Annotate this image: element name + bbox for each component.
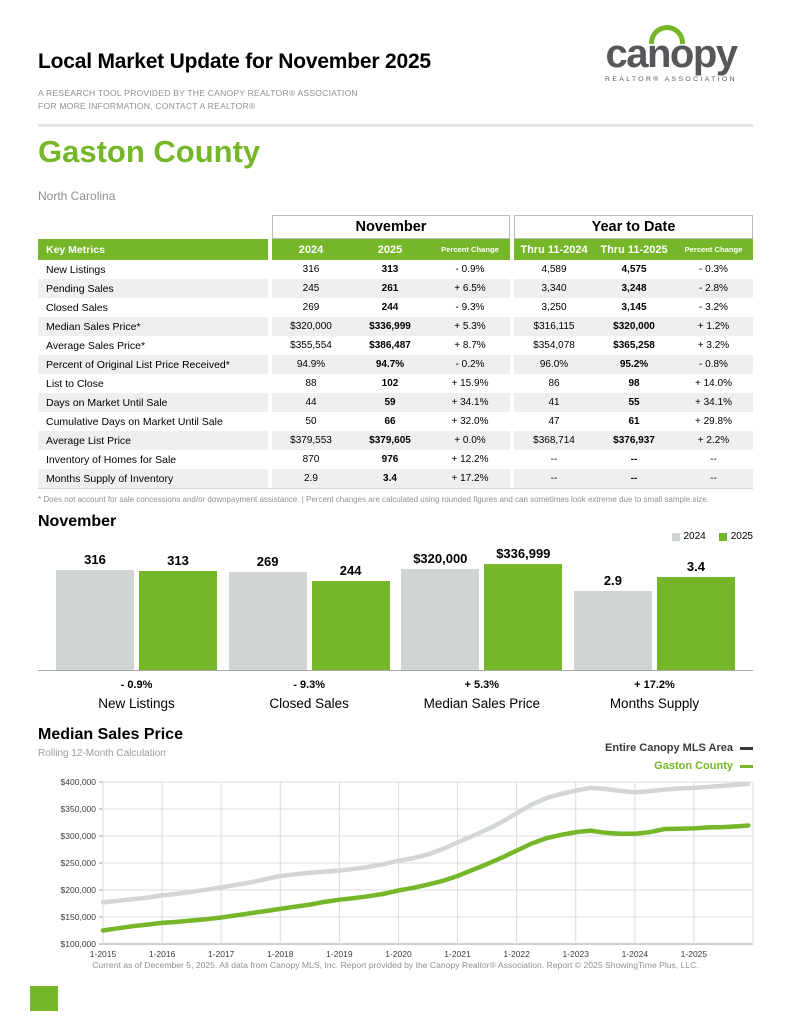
value-cell: 3,250 bbox=[541, 302, 567, 313]
x-axis-label: 1-2024 bbox=[621, 949, 649, 959]
percent-change-cell: + 32.0% bbox=[451, 416, 489, 427]
bar-value-label: 3.4 bbox=[686, 559, 705, 574]
legend-label-mls-area: Entire Canopy MLS Area bbox=[605, 742, 733, 754]
bar-group-label bbox=[574, 679, 735, 711]
x-axis-label: 1-2025 bbox=[680, 949, 708, 959]
value-cell: 102 bbox=[381, 378, 399, 389]
line-chart-svg bbox=[38, 770, 755, 966]
bar-percent-change: + 17.2% bbox=[634, 679, 675, 691]
value-cell: -- bbox=[550, 454, 558, 465]
value-cell: 3,145 bbox=[621, 302, 647, 313]
value-cell: 61 bbox=[628, 416, 640, 427]
bar-value-label: $320,000 bbox=[413, 551, 468, 567]
value-cell: 245 bbox=[272, 279, 350, 298]
bar-2024-column bbox=[229, 554, 307, 670]
bar-2025 bbox=[657, 577, 735, 670]
bar-2025 bbox=[139, 571, 217, 670]
bar-chart-area bbox=[38, 541, 753, 671]
canopy-logo bbox=[586, 32, 756, 83]
bar-group-label bbox=[401, 679, 562, 711]
bar-2025-column bbox=[312, 563, 390, 670]
canopy-logo-text: canopy bbox=[605, 32, 737, 76]
x-axis-label: 1-2020 bbox=[385, 949, 412, 959]
value-cell: $320,000 bbox=[272, 317, 350, 336]
percent-change-cell: - 9.3% bbox=[455, 302, 485, 313]
value-cell: $365,258 bbox=[613, 340, 655, 351]
bar-percent-change: - 0.9% bbox=[120, 679, 153, 691]
canopy-logo-tagline: REALTOR® ASSOCIATION bbox=[605, 76, 737, 83]
bar-2024 bbox=[574, 591, 652, 670]
subtitle-line-1: A RESEARCH TOOL PROVIDED BY THE CANOPY REALTOR® ASSOCIATION bbox=[38, 88, 358, 98]
value-cell: -- bbox=[630, 454, 638, 465]
legend-dash-gaston-icon bbox=[740, 765, 753, 768]
col-header-thru-11-2025: Thru 11-2025 bbox=[594, 239, 674, 260]
percent-change-cell: + 14.0% bbox=[695, 378, 732, 389]
percent-change-cell: + 17.2% bbox=[430, 469, 510, 488]
value-cell: 98 bbox=[628, 378, 640, 389]
subtitle-line-2: FOR MORE INFORMATION, CONTACT A REALTOR® bbox=[38, 101, 256, 111]
value-cell: 94.9% bbox=[272, 355, 350, 374]
bar-value-label: $336,999 bbox=[496, 546, 551, 561]
percent-change-cell: -- bbox=[710, 454, 717, 465]
percent-change-cell: + 29.8% bbox=[695, 416, 732, 427]
x-axis-label: 1-2018 bbox=[267, 949, 294, 959]
table-row bbox=[38, 260, 753, 279]
bar-value-label: 313 bbox=[167, 552, 189, 568]
value-cell: 59 bbox=[350, 393, 430, 412]
table-row bbox=[38, 431, 753, 450]
bar-value-label: 269 bbox=[256, 554, 279, 569]
key-metrics-table bbox=[38, 215, 753, 489]
bar-2024-column bbox=[574, 573, 652, 670]
value-cell: 95.2% bbox=[594, 355, 674, 374]
value-cell: 313 bbox=[381, 264, 399, 275]
bar-group-label bbox=[56, 679, 217, 711]
value-cell: -- bbox=[514, 469, 594, 488]
metric-name-cell: Cumulative Days on Market Until Sale bbox=[46, 415, 223, 428]
percent-change-cell: + 34.1% bbox=[674, 393, 753, 412]
col-header-2025: 2025 bbox=[350, 239, 430, 260]
x-axis-label: 1-2022 bbox=[503, 949, 530, 959]
value-cell: 3,248 bbox=[594, 279, 674, 298]
value-cell: $320,000 bbox=[594, 317, 674, 336]
bar-2025 bbox=[312, 581, 390, 670]
table-row bbox=[38, 450, 753, 469]
value-cell: 41 bbox=[514, 393, 594, 412]
percent-change-cell: -- bbox=[674, 469, 753, 488]
bar-value-label: 316 bbox=[84, 552, 106, 567]
percent-change-cell: - 3.2% bbox=[699, 302, 728, 313]
bar-chart-title: November bbox=[38, 513, 117, 530]
line-chart-title: Median Sales Price bbox=[38, 726, 183, 743]
y-axis-label: $350,000 bbox=[60, 804, 96, 814]
col-header-2024: 2024 bbox=[272, 239, 350, 260]
bar-value-label: 244 bbox=[339, 563, 362, 579]
bar-metric-name: Closed Sales bbox=[269, 696, 349, 711]
legend-swatch-2025-icon bbox=[719, 533, 727, 541]
table-row bbox=[38, 412, 753, 431]
x-axis-label: 1-2023 bbox=[562, 949, 589, 959]
legend-label-2024: 2024 bbox=[683, 531, 706, 542]
metric-name-cell: New Listings bbox=[46, 263, 106, 276]
canopy-arc-icon bbox=[649, 25, 685, 44]
bar-2025-column bbox=[657, 559, 735, 670]
x-axis-label: 1-2021 bbox=[444, 949, 471, 959]
metric-name-cell: Closed Sales bbox=[46, 301, 108, 314]
metric-name-cell: Average Sales Price* bbox=[46, 339, 146, 352]
bar-2025-column bbox=[484, 546, 562, 670]
percent-change-cell: + 12.2% bbox=[451, 454, 489, 465]
value-cell: 316 bbox=[302, 264, 320, 275]
value-cell: $386,487 bbox=[369, 340, 411, 351]
value-cell: 3,340 bbox=[514, 279, 594, 298]
series-line-gaston-county bbox=[103, 826, 748, 931]
value-cell: 50 bbox=[305, 416, 317, 427]
value-cell: 66 bbox=[384, 416, 396, 427]
metric-name-cell: Median Sales Price* bbox=[38, 317, 268, 336]
bar-metric-name: New Listings bbox=[98, 696, 175, 711]
x-axis-label: 1-2019 bbox=[326, 949, 353, 959]
value-cell: 44 bbox=[272, 393, 350, 412]
x-axis-label: 1-2015 bbox=[89, 949, 117, 959]
value-cell: 261 bbox=[350, 279, 430, 298]
metric-name-cell: Days on Market Until Sale bbox=[38, 393, 268, 412]
page-corner-mark bbox=[30, 986, 58, 1011]
bar-chart-labels bbox=[38, 679, 753, 711]
bar-2024 bbox=[56, 570, 134, 670]
metric-name-cell: Average List Price bbox=[38, 431, 268, 450]
table-row bbox=[38, 355, 753, 374]
percent-change-cell: - 0.2% bbox=[430, 355, 510, 374]
group-header-spacer bbox=[38, 215, 272, 239]
value-cell: $355,554 bbox=[290, 340, 332, 351]
table-row bbox=[38, 298, 753, 317]
value-cell: $316,115 bbox=[514, 317, 594, 336]
value-cell: 96.0% bbox=[514, 355, 594, 374]
bar-pair bbox=[401, 546, 562, 670]
bar-percent-change: + 5.3% bbox=[464, 679, 500, 691]
region-state: North Carolina bbox=[38, 189, 116, 203]
percent-change-cell: + 2.2% bbox=[674, 431, 753, 450]
table-row bbox=[38, 336, 753, 355]
col-header-thru-11-2024: Thru 11-2024 bbox=[514, 239, 594, 260]
legend-label-gaston: Gaston County bbox=[654, 760, 733, 772]
percent-change-cell: + 6.5% bbox=[430, 279, 510, 298]
canopy-logo-wordmark bbox=[605, 32, 736, 76]
value-cell: 269 bbox=[302, 302, 320, 313]
value-cell: 976 bbox=[381, 454, 399, 465]
value-cell: $354,078 bbox=[533, 340, 575, 351]
value-cell: 47 bbox=[548, 416, 560, 427]
percent-change-cell: + 0.0% bbox=[430, 431, 510, 450]
bar-metric-name: Median Sales Price bbox=[423, 696, 540, 711]
group-header-november: November bbox=[272, 215, 510, 239]
bar-2024-column bbox=[401, 551, 479, 670]
percent-change-cell: + 1.2% bbox=[674, 317, 753, 336]
report-subtitle bbox=[38, 87, 358, 113]
table-row bbox=[38, 279, 753, 298]
value-cell: 870 bbox=[302, 454, 320, 465]
value-cell: 86 bbox=[548, 378, 560, 389]
bar-2024 bbox=[401, 569, 479, 670]
percent-change-cell: - 0.3% bbox=[699, 264, 728, 275]
legend-dash-mls-area-icon bbox=[740, 747, 753, 750]
value-cell: $379,553 bbox=[272, 431, 350, 450]
percent-change-cell: + 34.1% bbox=[430, 393, 510, 412]
bar-value-label: 2.9 bbox=[603, 572, 622, 588]
table-row bbox=[38, 317, 753, 336]
col-header-key-metrics: Key Metrics bbox=[38, 239, 268, 260]
bar-2024 bbox=[229, 572, 307, 670]
y-axis-label: $300,000 bbox=[60, 831, 96, 841]
value-cell: 3.4 bbox=[350, 469, 430, 488]
percent-change-cell: + 5.3% bbox=[430, 317, 510, 336]
bar-pair bbox=[574, 559, 735, 670]
legend-swatch-2024-icon bbox=[672, 533, 680, 541]
y-axis-label: $200,000 bbox=[60, 885, 96, 895]
table-row bbox=[38, 393, 753, 412]
value-cell: $376,937 bbox=[594, 431, 674, 450]
table-body bbox=[38, 260, 753, 489]
percent-change-cell: - 0.9% bbox=[455, 264, 485, 275]
bar-metric-name: Months Supply bbox=[609, 696, 700, 711]
legend-label-2025: 2025 bbox=[730, 531, 753, 542]
value-cell: $379,605 bbox=[350, 431, 430, 450]
bar-pair bbox=[56, 552, 217, 670]
legend-item-mls-area bbox=[605, 739, 753, 757]
percent-change-cell: - 0.8% bbox=[674, 355, 753, 374]
value-cell: 88 bbox=[305, 378, 317, 389]
x-axis-label: 1-2016 bbox=[148, 949, 176, 959]
line-chart-subtitle: Rolling 12-Month Calculation bbox=[38, 748, 166, 759]
y-axis-label: $150,000 bbox=[60, 912, 96, 922]
page-title: Local Market Update for November 2025 bbox=[38, 50, 431, 73]
value-cell: -- bbox=[594, 469, 674, 488]
col-header-ytd-percent-change: Percent Change bbox=[674, 239, 753, 260]
percent-change-cell: + 3.2% bbox=[697, 340, 730, 351]
value-cell: 2.9 bbox=[272, 469, 350, 488]
region-name: Gaston County bbox=[38, 134, 261, 169]
table-row bbox=[38, 469, 753, 488]
value-cell: 4,575 bbox=[621, 264, 647, 275]
group-header-year-to-date: Year to Date bbox=[514, 215, 753, 239]
metric-name-cell: Inventory of Homes for Sale bbox=[46, 453, 177, 466]
table-group-header-row bbox=[38, 215, 753, 239]
y-axis-label: $400,000 bbox=[60, 777, 96, 787]
value-cell: 55 bbox=[594, 393, 674, 412]
bar-group-label bbox=[229, 679, 390, 711]
footer-attribution: Current as of December 5, 2025. All data from Canopy MLS, Inc. Report provided by the Canopy Realtor® Association. Report © 2025 ShowingTime Plus, LLC. bbox=[92, 960, 699, 970]
percent-change-cell: - 2.8% bbox=[674, 279, 753, 298]
y-axis-label: $100,000 bbox=[60, 939, 96, 949]
metric-name-cell: List to Close bbox=[46, 377, 104, 390]
value-cell: 244 bbox=[381, 302, 399, 313]
value-cell: 94.7% bbox=[350, 355, 430, 374]
bar-percent-change: - 9.3% bbox=[293, 679, 326, 691]
bar-2025 bbox=[484, 564, 562, 670]
metric-name-cell: Pending Sales bbox=[38, 279, 268, 298]
percent-change-cell: + 8.7% bbox=[454, 340, 486, 351]
metric-name-cell: Months Supply of Inventory bbox=[38, 469, 268, 488]
bar-2025-column bbox=[139, 553, 217, 670]
value-cell: 4,589 bbox=[541, 264, 567, 275]
table-footnote: * Does not account for sale concessions and/or downpayment assistance. | Percent changes are calculated using rounded figures and can sometimes look extreme due to small sample size. bbox=[38, 495, 709, 504]
table-column-header-row bbox=[38, 239, 753, 260]
y-axis-label: $250,000 bbox=[60, 858, 96, 868]
header-divider bbox=[38, 124, 753, 127]
percent-change-cell: + 15.9% bbox=[451, 378, 489, 389]
bar-2024-column bbox=[56, 552, 134, 670]
bar-pair bbox=[229, 554, 390, 670]
x-axis-label: 1-2017 bbox=[207, 949, 235, 959]
metric-name-cell: Percent of Original List Price Received* bbox=[38, 355, 268, 374]
value-cell: $336,999 bbox=[350, 317, 430, 336]
value-cell: $368,714 bbox=[514, 431, 594, 450]
table-row bbox=[38, 374, 753, 393]
col-header-percent-change: Percent Change bbox=[430, 239, 510, 260]
